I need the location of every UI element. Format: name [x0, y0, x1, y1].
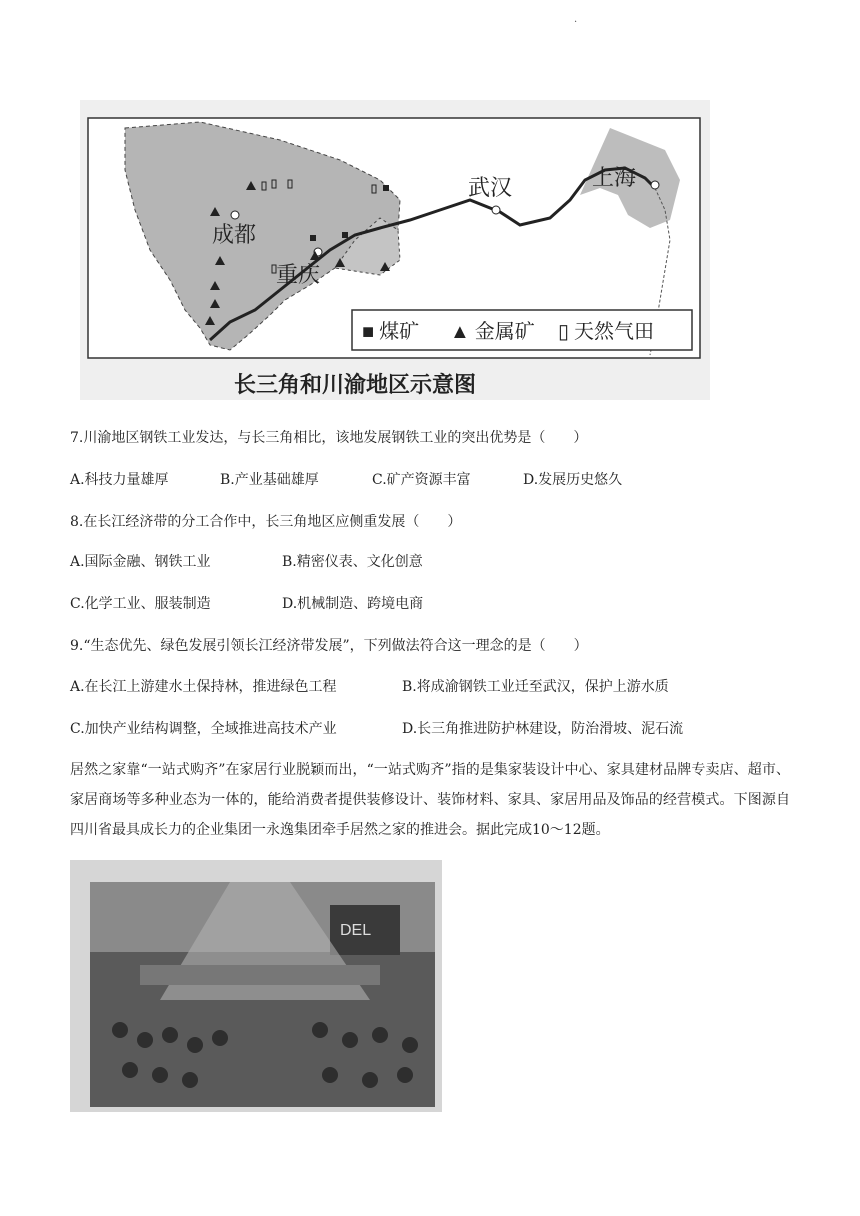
shanghai-marker — [651, 181, 659, 189]
banner-text: DEL — [340, 922, 372, 939]
question-9-stem: 9.“生态优先、绿色发展引领长江经济带发展”，下列做法符合这一理念的是（ ） — [70, 638, 588, 654]
legend-gas: ▯ 天然气田 — [558, 321, 655, 343]
shanghai-label: 上海 — [592, 165, 637, 190]
passage-text: 居然之家靠“一站式购齐”在家居行业脱颖而出，“一站式购齐”指的是集家装设计中心、家具建材品牌专卖店、超市、家居商场等多种业态为一体的，能给消费者提供装修设计、装饰材料、家具、家居用品及饰品的经营模式。下图源自四川省最具成长力的企业集团一永逸集团牵手居然之家的推进会。据此完成10～12题。 — [70, 762, 790, 838]
legend-coal: ■ 煤矿 — [362, 321, 420, 343]
q7-option-d: D.发展历史悠久 — [523, 472, 623, 488]
q7-option-a: A.科技力量雄厚 — [70, 472, 169, 488]
q8-option-b: B.精密仪表、文化创意 — [282, 554, 423, 570]
question-8-stem: 8.在长江经济带的分工合作中，长三角地区应侧重发展（ ） — [70, 514, 462, 530]
q8-option-d: D.机械制造、跨境电商 — [282, 596, 424, 612]
map-svg — [80, 100, 710, 400]
legend-metal: ▲ 金属矿 — [450, 321, 535, 343]
event-photo — [70, 860, 442, 1112]
header-mark: . — [574, 14, 578, 25]
wuhan-marker — [492, 206, 500, 214]
event-photo-svg — [70, 860, 442, 1112]
q7-option-b: B.产业基础雄厚 — [220, 472, 319, 488]
question-7-stem: 7.川渝地区钢铁工业发达，与长三角相比，该地发展钢铁工业的突出优势是（ ） — [70, 430, 588, 446]
q9-option-d: D.长三角推进防护林建设，防治滑坡、泥石流 — [402, 721, 684, 737]
q9-option-a: A.在长江上游建水土保持林，推进绿色工程 — [70, 679, 337, 695]
map-figure — [80, 100, 710, 400]
q9-option-c: C.加快产业结构调整，全域推进高技术产业 — [70, 721, 337, 737]
chengdu-label: 成都 — [212, 222, 257, 247]
map-caption: 长三角和川渝地区示意图 — [234, 372, 477, 397]
q8-option-c: C.化学工业、服装制造 — [70, 596, 211, 612]
wuhan-label: 武汉 — [468, 175, 513, 200]
chengdu-marker — [231, 211, 239, 219]
q8-option-a: A.国际金融、钢铁工业 — [70, 554, 211, 570]
q9-option-b: B.将成渝钢铁工业迁至武汉，保护上游水质 — [402, 679, 669, 695]
chongqing-label: 重庆 — [276, 262, 321, 287]
q7-option-c: C.矿产资源丰富 — [372, 472, 471, 488]
